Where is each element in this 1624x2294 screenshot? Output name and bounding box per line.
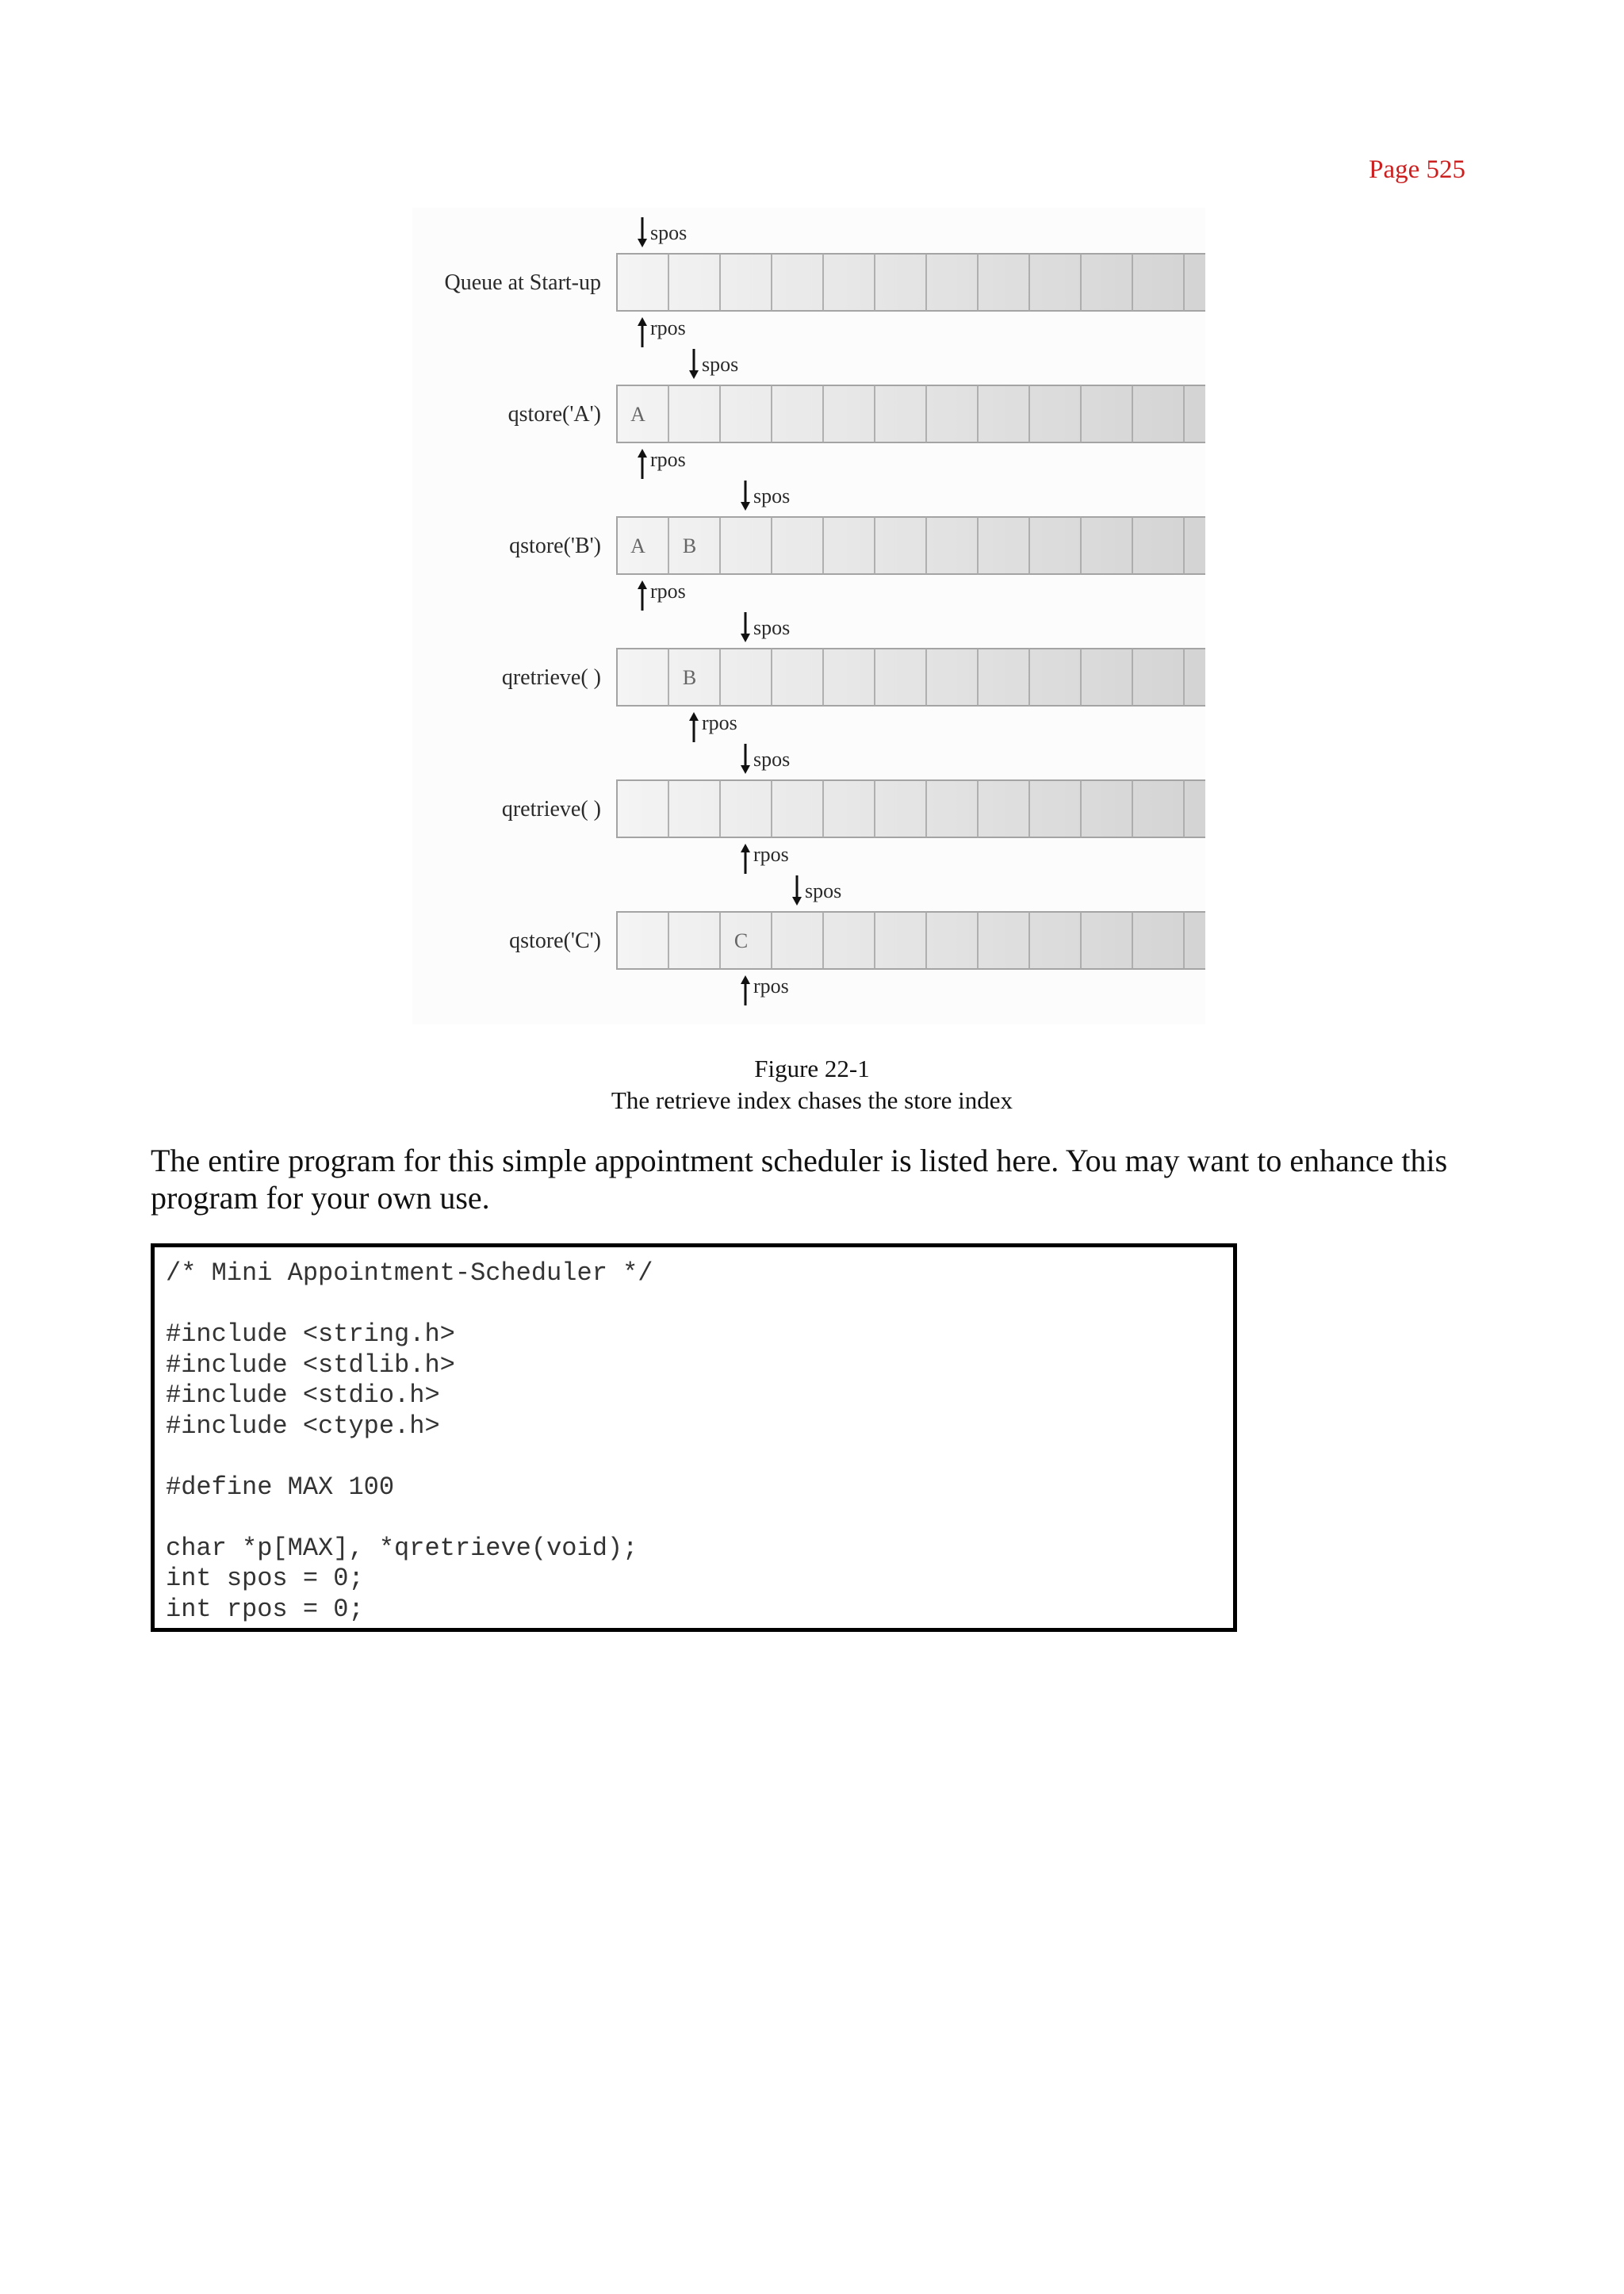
spos-pointer: [741, 744, 790, 774]
queue-cell-value: B: [682, 666, 697, 689]
code-line: [166, 1289, 1222, 1320]
queue-row: [502, 744, 1205, 874]
page-number: Page 525: [1369, 155, 1465, 184]
code-line: /* Mini Appointment-Scheduler */: [166, 1258, 653, 1288]
queue-bar: [617, 912, 1205, 969]
rpos-label: rpos: [753, 975, 789, 998]
code-line: #define MAX 100: [166, 1472, 395, 1502]
rpos-label: rpos: [650, 580, 686, 603]
code-line: #include <stdlib.h>: [166, 1350, 455, 1380]
spos-label: spos: [753, 616, 791, 639]
queue-bar: [617, 254, 1205, 311]
queue-row-label: qretrieve( ): [501, 797, 601, 821]
queue-diagram: [412, 208, 1205, 1024]
body-paragraph: The entire program for this simple appointment scheduler is listed here. You may want to enhance this program for your own use.: [151, 1143, 1448, 1216]
queue-row: [509, 875, 1205, 1005]
code-line: int spos = 0;: [166, 1564, 364, 1593]
spos-label: spos: [805, 879, 842, 902]
spos-label: spos: [753, 484, 791, 507]
queue-cell-value: C: [733, 929, 749, 952]
spos-label: spos: [650, 221, 688, 244]
code-line: #include <string.h>: [166, 1319, 455, 1349]
spos-label: spos: [753, 748, 791, 771]
queue-row-label: qstore('A'): [508, 402, 601, 427]
queue-row-label: Queue at Start-up: [444, 270, 601, 295]
rpos-pointer: [638, 448, 686, 479]
queue-bar: [617, 385, 1205, 442]
spos-pointer: [741, 612, 790, 642]
queue-row: [509, 481, 1205, 611]
queue-row-label: qstore('B'): [509, 534, 601, 558]
rpos-pointer: [689, 711, 737, 742]
rpos-pointer: [741, 975, 789, 1005]
queue-bar: [617, 517, 1205, 574]
spos-pointer: [638, 217, 687, 247]
code-line: #include <stdio.h>: [166, 1381, 440, 1410]
queue-cell-value: A: [630, 403, 645, 426]
rpos-label: rpos: [702, 711, 737, 734]
spos-pointer: [689, 349, 738, 379]
rpos-label: rpos: [753, 843, 789, 866]
queue-row-label: qretrieve( ): [501, 665, 601, 690]
code-listing: [151, 1243, 1237, 1632]
code-line: #include <ctype.h>: [166, 1411, 440, 1441]
rpos-label: rpos: [650, 316, 686, 339]
queue-row: [502, 612, 1205, 742]
rpos-pointer: [638, 580, 686, 611]
spos-label: spos: [702, 353, 739, 376]
spos-pointer: [792, 875, 841, 906]
code-line: [166, 1442, 1222, 1473]
queue-row: [445, 217, 1206, 347]
figure-number: Figure 22-1: [754, 1055, 870, 1082]
queue-figure: [412, 208, 1205, 1024]
code-line: [166, 1503, 1222, 1534]
queue-row: [508, 349, 1205, 479]
figure-caption: The retrieve index chases the store index: [611, 1086, 1013, 1114]
rpos-pointer: [638, 316, 686, 347]
queue-bar: [617, 780, 1205, 837]
queue-cell-value: B: [682, 534, 697, 557]
rpos-pointer: [741, 843, 789, 874]
queue-bar: [617, 649, 1205, 706]
code-line: char *p[MAX], *qretrieve(void);: [166, 1533, 638, 1563]
code-line: int rpos = 0;: [166, 1594, 364, 1624]
queue-row-label: qstore('C'): [509, 929, 601, 953]
rpos-label: rpos: [650, 448, 686, 471]
spos-pointer: [741, 481, 790, 511]
queue-cell-value: A: [630, 534, 645, 557]
